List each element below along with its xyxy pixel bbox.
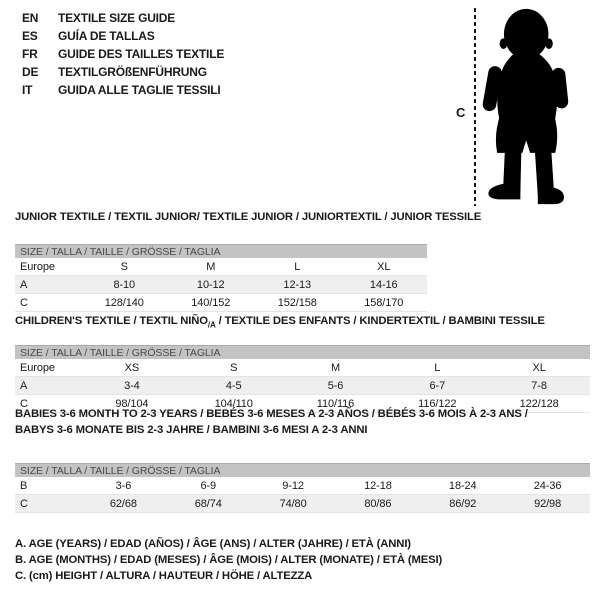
cell: 152/158 [277, 296, 317, 309]
cell: 140/152 [191, 296, 231, 309]
language-list [22, 9, 224, 99]
babies-table-title [15, 407, 580, 438]
children-table-title [15, 315, 545, 329]
cell: 14-16 [369, 278, 398, 291]
legend-notes [15, 536, 442, 585]
cell: 104/110 [214, 397, 253, 410]
lang-code: ES [22, 29, 38, 43]
lang-row-it [22, 81, 224, 99]
cell: 92/98 [534, 497, 562, 510]
cell: XL [532, 361, 546, 374]
cell: 6-7 [429, 379, 446, 392]
lang-row-fr [22, 45, 224, 63]
lang-label: GUÍA DE TALLAS [58, 29, 155, 43]
cell: M [206, 260, 216, 273]
cell: L [294, 260, 301, 273]
cell: 62/68 [109, 497, 137, 510]
cell: 24-36 [533, 479, 562, 492]
children-title-sub: /A [207, 320, 216, 330]
cell: 3-4 [124, 379, 140, 392]
cell: 98/104 [115, 397, 149, 410]
cell: 128/140 [104, 296, 144, 309]
cell: 7-8 [531, 379, 547, 392]
cell: 12-13 [283, 278, 312, 291]
cell: L [434, 361, 441, 374]
size-header-row: SIZE / TALLA / TAILLE / GRÖSSE / TAGLIA [15, 345, 590, 359]
cell: 9-12 [282, 479, 304, 492]
row-label: A [20, 379, 28, 392]
children-title-suffix: / TEXTILE DES ENFANTS / KINDERTEXTIL / BAMBINI TESSILE [215, 315, 545, 327]
lang-label: TEXTILE SIZE GUIDE [58, 11, 176, 25]
babies-table [15, 463, 590, 513]
row-label: Europe [20, 361, 55, 374]
cell: 8-10 [113, 278, 136, 291]
legend-note-a: A. AGE (YEARS) / EDAD (AÑOS) / ÂGE (ANS) / ALTER (JAHRE) / ETÀ (ANNI) [15, 538, 411, 550]
size-header-row: SIZE / TALLA / TAILLE / GRÖSSE / TAGLIA [15, 463, 590, 477]
lang-label: GUIDA ALLE TAGLIE TESSILI [58, 83, 221, 97]
children-table [15, 345, 590, 413]
row-label: B [20, 479, 28, 492]
table-row [15, 294, 427, 312]
row-label: Europe [20, 260, 55, 273]
legend-note-b: B. AGE (MONTHS) / EDAD (MESES) / ÂGE (MOIS) / ALTER (MONATE) / ETÀ (MESI) [15, 554, 443, 567]
cell: M [330, 361, 341, 374]
table-row [15, 258, 427, 276]
table-row [15, 276, 427, 294]
cell: XS [124, 361, 140, 374]
junior-table-title: JUNIOR TEXTILE / TEXTIL JUNIOR/ TEXTILE JUNIOR / JUNIORTEXTIL / JUNIOR TESSILE [15, 211, 482, 223]
lang-code: EN [22, 11, 39, 25]
lang-label: TEXTILGRÖßENFÜHRUNG [58, 65, 207, 79]
lang-row-es [22, 27, 224, 45]
cell: 80/86 [364, 497, 392, 510]
cell: S [230, 361, 238, 374]
table-row [15, 495, 590, 513]
cell: 12-18 [364, 479, 392, 492]
lang-label: GUIDE DES TAILLES TEXTILE [58, 47, 225, 61]
cell: S [120, 260, 128, 273]
cell: 5-6 [327, 379, 344, 392]
row-label: C [20, 296, 28, 309]
children-title-prefix: CHILDREN'S TEXTILE / TEXTIL NIÑO [15, 315, 208, 327]
babies-title-line1: BABIES 3-6 MONTH TO 2-3 YEARS / BEBÉS 3-6 MESES A 2-3 AÑOS / BÉBÉS 3-6 MOIS À 2-3 ANS / [15, 408, 528, 420]
babies-title-line2: BABYS 3-6 MONATE BIS 2-3 JAHRE / BAMBINI 3-6 MESI A 2-3 ANNI [15, 423, 368, 436]
cell: 110/116 [316, 397, 355, 410]
height-c-label: C [456, 105, 466, 120]
lang-row-de [22, 63, 224, 81]
table-row [15, 359, 590, 377]
row-label: C [20, 397, 28, 410]
baby-silhouette-icon [478, 4, 586, 209]
cell: 68/74 [194, 497, 222, 510]
cell: 4-5 [225, 379, 242, 392]
legend-note-c: C. (cm) HEIGHT / ALTURA / HAUTEUR / HÖHE / ALTEZZA [15, 570, 313, 583]
cell: 122/128 [519, 397, 559, 410]
row-label: C [20, 497, 28, 510]
cell: 3-6 [115, 479, 132, 492]
cell: 116/122 [418, 397, 457, 410]
junior-table [15, 244, 427, 312]
cell: 10-12 [196, 278, 225, 291]
lang-code: IT [22, 83, 33, 97]
cell: 86/92 [449, 497, 477, 510]
cell: 74/80 [279, 497, 307, 510]
cell: XL [377, 260, 391, 273]
cell: 18-24 [448, 479, 477, 492]
table-row [15, 377, 590, 395]
lang-code: FR [22, 47, 38, 61]
height-dashed-line [474, 8, 476, 206]
cell: 158/170 [364, 296, 404, 309]
row-label: A [20, 278, 28, 291]
lang-row-en [22, 9, 224, 27]
cell: 6-9 [200, 479, 217, 492]
size-header-row: SIZE / TALLA / TAILLE / GRÖSSE / TAGLIA [15, 244, 427, 258]
lang-code: DE [22, 65, 39, 79]
table-row [15, 477, 590, 495]
